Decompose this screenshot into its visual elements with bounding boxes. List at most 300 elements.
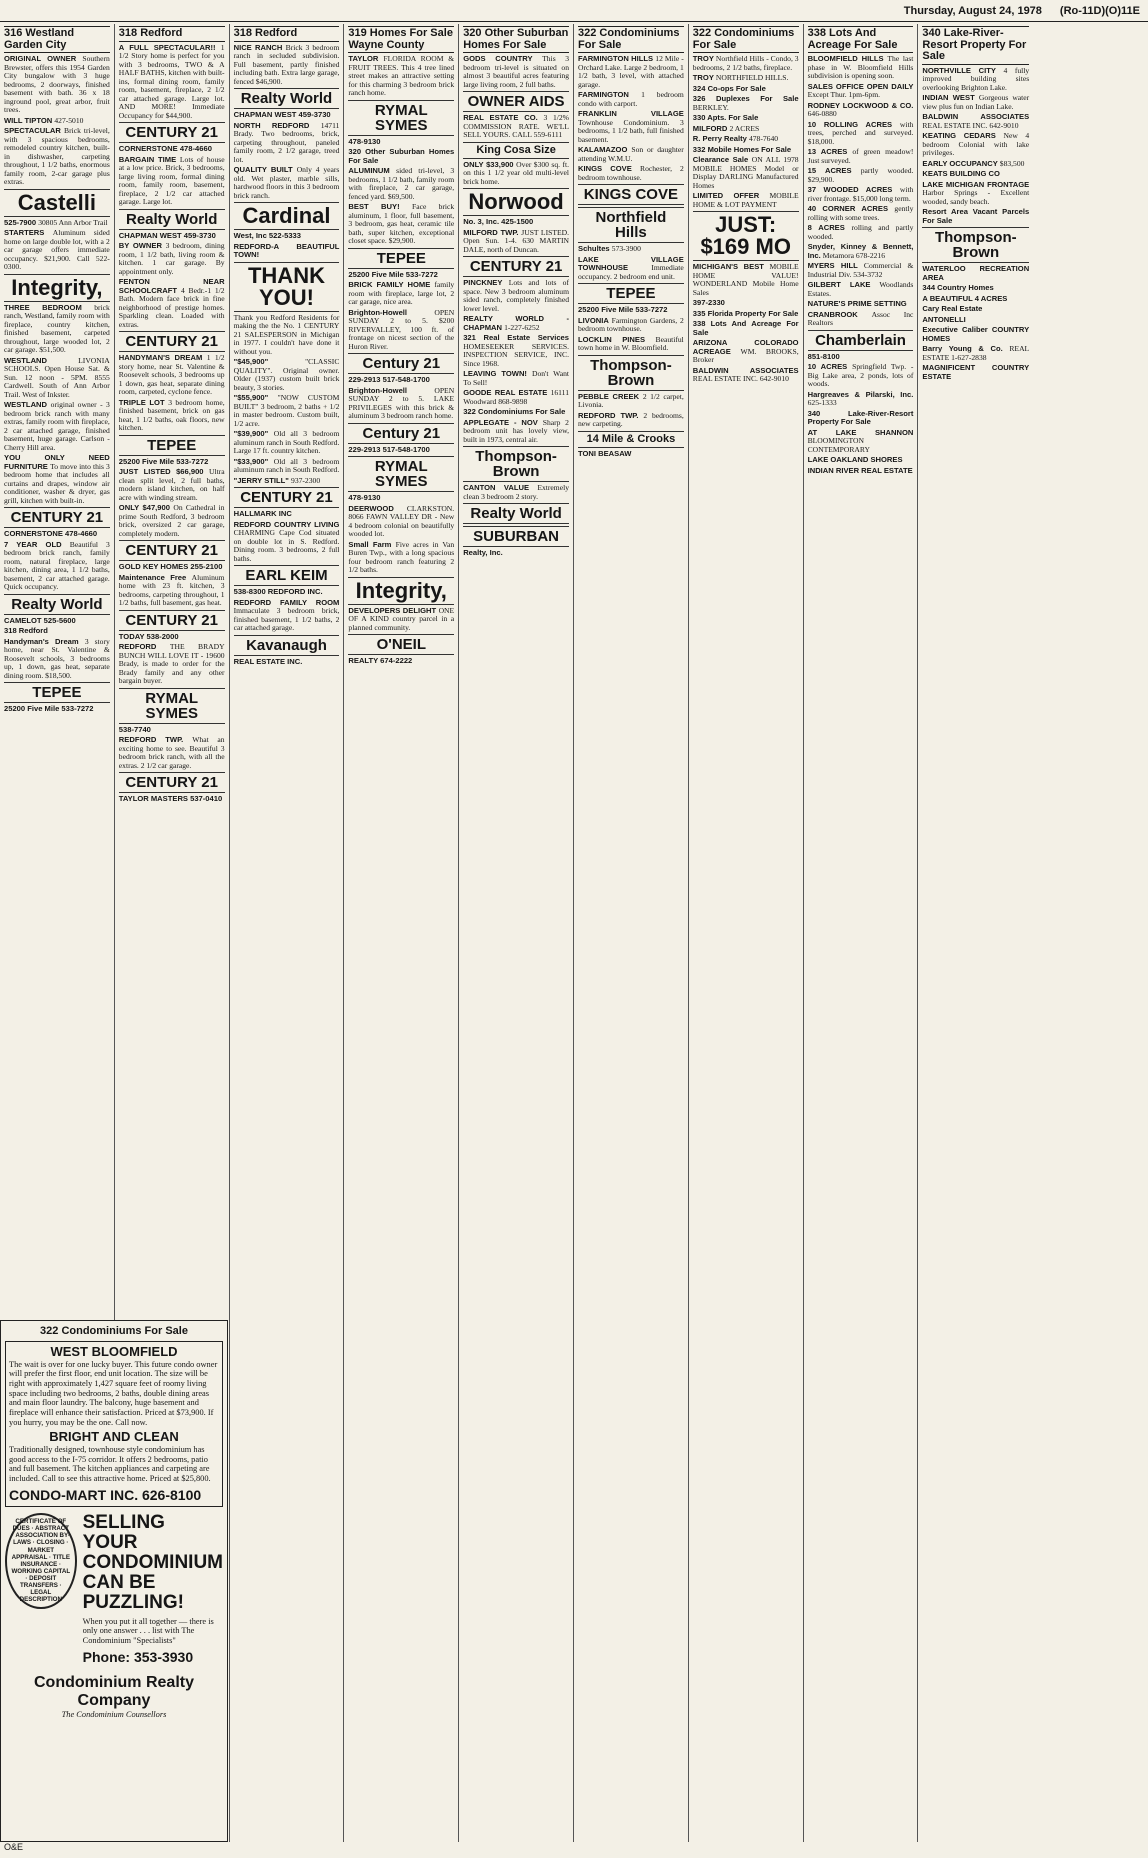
ad-body: 2 bedrooms, new carpeting.	[578, 410, 684, 429]
classified-ad	[119, 504, 225, 538]
realtor-logo: 14 Mile & Crooks	[578, 431, 684, 448]
ad-heading: CHAPMAN WEST 459-3730	[233, 110, 331, 120]
ad-heading: A BEAUTIFUL 4 ACRES	[922, 293, 1008, 303]
classified-ad	[808, 186, 914, 203]
classified-ad	[234, 588, 340, 597]
classified-ad	[578, 146, 684, 163]
ad-heading: TONI BEASAW	[578, 448, 632, 458]
ad-heading: WATERLOO RECREATION AREA	[922, 264, 1030, 282]
classified-ad	[119, 145, 225, 154]
classified-ad	[578, 256, 684, 282]
ad-body: of green meadow! Just surveyed.	[807, 147, 914, 165]
ad-heading: ONLY $33,900	[463, 159, 517, 169]
ad-body: BLOOMINGTON CONTEMPORARY	[807, 436, 871, 454]
ad-heading: A FULL SPECTACULAR!!	[118, 42, 221, 52]
classified-ad	[348, 148, 454, 165]
ad-heading: "$33,900"	[233, 456, 274, 466]
classified-ad	[578, 450, 684, 459]
ad-heading: ARIZONA COLORADO ACREAGE	[692, 338, 799, 356]
classified-ad	[119, 156, 225, 207]
column-header: 319 Homes For Sale Wayne County	[348, 26, 454, 53]
ad-heading: 37 WOODED ACRES	[807, 185, 900, 195]
ad-heading: "JERRY STILL"	[233, 475, 292, 485]
ad-heading: Brighton-Howell	[348, 307, 435, 317]
classified-ad	[348, 271, 454, 280]
classified-ad	[4, 117, 110, 126]
ad-heading: REDFORD COUNTRY LIVING	[233, 519, 340, 529]
section-code: (Ro-11D)(O)11E	[1059, 4, 1140, 17]
ad-heading: GOLD KEY HOMES 255-2100	[118, 562, 223, 572]
condo-body-1: The wait is over for one lucky buyer. This future condo owner will prefer the first floor, end unit location. The size will be right with approximately 1,427 square feet of roomy living space including two bedrooms, 2 baths, double dining areas and main floor laundry. The balcony, huge basement and fireplace will enhance their satisfaction. Priced at $73,900. If you hurry, you may be the one. Call now.	[9, 1359, 218, 1427]
ad-body: Immediate occupancy. 2 bedroom end unit.	[578, 263, 684, 281]
ad-body: OPEN SUNDAY 2 to 5. $200 RIVERVALLEY, 100 ft. of frontage on nicest section of the Huron River.	[348, 307, 455, 351]
ad-heading: TROY	[692, 54, 716, 64]
ad-heading: 478-9130	[348, 136, 381, 146]
ad-heading: APPLEGATE - NOV	[463, 417, 543, 427]
ad-heading: 25200 Five Mile 533-7272	[348, 269, 438, 279]
ad-heading: DEVELOPERS DELIGHT	[348, 605, 439, 615]
ad-body: Extremely clean 3 bedroom 2 story.	[463, 483, 569, 501]
ad-heading: GODS COUNTRY	[463, 54, 543, 64]
ad-body: Farmington Gardens, 2 bedroom townhouse.	[578, 315, 684, 334]
ad-heading: CANTON VALUE	[463, 483, 538, 493]
ad-heading: BARGAIN TIME	[118, 154, 180, 164]
classified-ad	[234, 521, 340, 564]
classified-ad	[4, 705, 110, 714]
ad-body: 478-7640	[748, 134, 779, 144]
realtor-logo: CENTURY 21	[234, 487, 340, 508]
classified-ad	[4, 401, 110, 452]
ad-heading: LAKE MICHIGAN FRONTAGE	[922, 179, 1030, 189]
ad-body: 14711 Brady. Two bedrooms, brick, carpeting throughout, paneled family room, 2 1/2 garage, treed lot.	[233, 120, 340, 164]
classified-ad	[234, 394, 340, 428]
classified-ad	[463, 408, 569, 417]
classified-ad	[234, 477, 340, 486]
puzzle-seal-icon	[5, 1513, 77, 1609]
classified-column	[574, 24, 689, 1842]
classified-ad	[348, 505, 454, 539]
page-footer: O&E	[4, 1842, 24, 1852]
ad-heading: LAKE VILLAGE TOWNHOUSE	[578, 254, 684, 273]
classified-ad	[463, 218, 569, 227]
ad-heading: DEERWOOD	[348, 503, 407, 513]
realtor-logo: Cardinal	[234, 202, 340, 230]
ad-heading: LOCKLIN PINES	[578, 334, 656, 344]
ad-heading: 340 Lake-River-Resort Property For Sale	[807, 408, 914, 427]
classified-ad	[578, 245, 684, 254]
classified-ad	[808, 410, 914, 427]
ad-body: HOMESEEKER SERVICES. INSPECTION SERVICE, INC. Since 1968.	[463, 341, 569, 368]
ad-body: Assoc Inc Realtors	[807, 309, 914, 328]
ad-body: The last phase in W. Bloomfield Hills subdivision is opening soon.	[807, 54, 914, 81]
ad-heading: GILBERT LAKE	[807, 280, 880, 290]
ad-heading: INDIAN WEST	[922, 93, 979, 103]
classified-ad	[693, 310, 799, 319]
ad-heading: No. 3, Inc. 425-1500	[463, 217, 534, 227]
ad-heading: R. Perry Realty	[692, 134, 749, 144]
classified-ad	[693, 339, 799, 365]
ad-heading: HANDYMAN'S DREAM	[118, 353, 207, 363]
classified-ad	[463, 114, 569, 140]
ad-body: Townhouse Condominium. 3 bedrooms, 1 1/2 bath, full finished basement.	[578, 117, 684, 144]
realtor-logo: Realty World	[463, 503, 569, 524]
ad-heading: TRIPLE LOT	[118, 397, 169, 407]
ad-body: Harbor Springs - Excellent wooded, sandy beach.	[922, 188, 1030, 206]
classified-ad	[119, 354, 225, 397]
classified-ad	[693, 85, 799, 94]
ad-body: Beautiful 3 bedroom brick ranch, family room, natural fireplace, large kitchen, dining area, 1 1/2 baths, basement, 2 car attached garage. Quick occupancy.	[4, 539, 110, 592]
ad-heading: BEST BUY!	[348, 202, 413, 212]
ad-body: 3 story home, near St. Valentine & Roosevelt schools, 3 bedrooms up, 1 down, gas heat, separate dining room. $18,500.	[4, 636, 110, 680]
ad-body: Ultra clean split level, 2 full baths, modern island kitchen, on half acre with winding stream.	[118, 467, 225, 502]
condo-counsellors: The Condominium Counsellors	[61, 1710, 167, 1720]
ad-heading: West, Inc 522-5333	[233, 231, 301, 241]
ad-heading: 7 YEAR OLD	[4, 539, 70, 549]
classified-ad	[4, 229, 110, 272]
ad-body: REAL ESTATE 1-627-2838	[922, 344, 1030, 362]
ad-heading: REDFORD TWP.	[578, 410, 644, 420]
ad-heading: FARMINGTON HILLS	[578, 54, 656, 64]
classified-ad	[578, 110, 684, 144]
realtor-logo: TEPEE	[348, 248, 454, 269]
ad-heading: FARMINGTON	[578, 90, 642, 100]
condo-headline-2: BRIGHT AND CLEAN	[49, 1429, 179, 1445]
ad-heading: CORNERSTONE 478-4660	[4, 529, 98, 539]
ad-body: with river frontage. $15,000 long term.	[807, 185, 914, 203]
ad-heading: MYERS HILL	[807, 261, 864, 271]
realtor-logo: OWNER AIDS	[463, 91, 569, 112]
ad-heading: 13 ACRES	[807, 147, 853, 157]
classified-ad	[348, 387, 454, 421]
classified-ad	[4, 454, 110, 505]
realtor-logo: CENTURY 21	[4, 507, 110, 528]
ad-heading: REDFORD TWP.	[118, 735, 193, 745]
ad-heading: PINCKNEY	[463, 278, 509, 288]
ad-heading: 229-2913 517-548-1700	[348, 444, 430, 454]
ad-body: To move into this 3 bedroom home that includes all curtains and drapes, window air conditioner, washer & dryer, gas grill, kitchen with built-in.	[4, 461, 110, 505]
realtor-logo: THANK YOU!	[234, 262, 340, 312]
ad-heading: 330 Apts. For Sale	[692, 113, 759, 123]
classified-ad	[348, 55, 454, 98]
ad-body: sided tri-level, 3 bedrooms, 1 1/2 bath, family room with fireplace, 2 car garage, fenced yard. $69,500.	[348, 166, 455, 201]
classified-ad	[922, 94, 1029, 111]
column-header: 340 Lake-River-Resort Property For Sale	[922, 26, 1029, 65]
ad-heading: BRICK FAMILY HOME	[348, 280, 435, 290]
realtor-logo: CENTURY 21	[119, 610, 225, 631]
classified-ad	[808, 262, 914, 279]
ad-body: Northfield Hills - Condo, 3 bedrooms, 2 1/2 baths, fireplace.	[692, 54, 799, 72]
realtor-logo: TEPEE	[119, 435, 225, 456]
classified-ad	[4, 304, 110, 355]
classified-ad	[234, 658, 340, 667]
ad-heading: REDFORD-A BEAUTIFUL TOWN!	[233, 241, 340, 260]
ad-heading: LIMITED OFFER	[692, 191, 770, 201]
classified-ad	[4, 55, 110, 115]
realtor-logo: Integrity,	[4, 274, 110, 302]
ad-body: family room with fireplace, large lot, 2 car garage, nice area.	[348, 280, 455, 307]
classified-ad	[463, 389, 569, 406]
realtor-logo: TEPEE	[4, 682, 110, 703]
classified-ad	[922, 305, 1029, 314]
ad-body: What an exciting home to see. Beautiful 3 bedroom brick ranch, with all the extras. 2 1/2 car garage.	[118, 735, 225, 770]
classified-ad	[234, 458, 340, 475]
column-header: 320 Other Suburban Homes For Sale	[463, 26, 569, 53]
ad-body: Old all 3 bedroom aluminum ranch in South Redford.	[233, 456, 340, 475]
ad-heading: CRANBROOK	[807, 309, 872, 319]
ad-heading: NORTHVILLE CITY	[922, 65, 1004, 75]
ad-heading: "$39,900"	[233, 429, 274, 439]
classified-ad	[463, 549, 569, 558]
classified-ad	[119, 643, 225, 686]
condo-mart-display-ad	[0, 1320, 228, 1842]
classified-ad	[119, 736, 225, 770]
classified-ad	[463, 229, 569, 255]
ad-body: THE BRADY BUNCH WILL LOVE IT - 19600 Brady, is made to order for the Brady family and any other bargain buyer.	[118, 642, 225, 686]
ad-body: REAL ESTATE INC. 642-9010	[692, 374, 789, 384]
classified-ad	[693, 55, 799, 72]
ad-heading: MAGNIFICENT COUNTRY ESTATE	[922, 363, 1030, 381]
ad-body: REAL ESTATE INC. 642-9010	[922, 120, 1019, 130]
ad-heading: Brighton-Howell	[348, 385, 435, 395]
classified-ad	[4, 357, 110, 400]
classified-ad	[463, 370, 569, 387]
realtor-logo: CENTURY 21	[119, 122, 225, 143]
realtor-logo: Realty World	[4, 594, 110, 615]
classified-ad	[4, 617, 110, 626]
ad-body: 3 bedroom, dining room, 1 1/2 bath, living room & kitchen. 1 car garage. By appointment only.	[118, 241, 225, 276]
realtor-logo: Realty World	[119, 209, 225, 230]
classified-ad	[922, 284, 1029, 293]
classified-ad	[234, 358, 340, 392]
classified-column	[344, 24, 459, 1842]
classified-ad	[808, 456, 914, 465]
column-header: 338 Lots And Acreage For Sale	[808, 26, 914, 53]
ad-heading: MICHIGAN'S BEST	[692, 262, 770, 272]
ad-heading: AT LAKE SHANNON	[807, 427, 914, 437]
ad-heading: GOODE REAL ESTATE	[463, 388, 551, 398]
ad-body: 625-1333	[807, 398, 837, 408]
ad-body: Five acres in Van Buren Twp., with a long spacious four bedroom ranch featuring 2 1/2 baths.	[348, 539, 455, 575]
classified-ad	[808, 429, 914, 455]
realtor-logo: JUST: $169 MO	[693, 211, 799, 261]
ad-body: Face brick aluminum, 1 floor, full basement, 3 bedroom, gas heat, ceramic tile bath, super kitchen, exceptional closet space. $29,900.	[348, 202, 455, 246]
ad-body: Immaculate 3 bedroom brick, finished basement, 1 1/2 baths, 2 car attached garage.	[233, 606, 340, 633]
realtor-logo: CENTURY 21	[463, 256, 569, 277]
classified-ad	[234, 44, 340, 87]
ad-body: Only 4 years old. Wet plaster, marble sills, hardwood floors in this 3 bedroom brick ranch.	[233, 165, 340, 200]
issue-date: Thursday, August 24, 1978	[903, 4, 1042, 17]
classified-ad	[348, 309, 454, 352]
classified-ad	[119, 458, 225, 467]
classified-ad	[578, 165, 684, 182]
classified-ad	[348, 281, 454, 307]
ad-heading: 324 Co-ops For Sale	[692, 83, 766, 93]
ad-heading: INDIAN RIVER REAL ESTATE	[807, 465, 913, 475]
classified-ad	[578, 306, 684, 315]
ad-body: Sharp 2 bedroom unit has lovely view, built in 1973, central air.	[463, 417, 569, 444]
classified-ad	[234, 510, 340, 519]
classified-column	[689, 24, 804, 1842]
ad-heading: "$45,900"	[233, 357, 306, 367]
classified-ad	[922, 316, 1029, 325]
ad-body: 1 1/2 Story home is perfect for you with 3 bedrooms, TWO & A HALF BATHS, kitchen with built-ins, formal dining room, family room, basement, fireplace, 2 1/2 car attached garage. Large lot. AND MORE! Immediate Occupancy for $44,900.	[118, 42, 225, 120]
condo-realty-company: Condominium Realty Company	[33, 1673, 194, 1709]
realtor-logo: Realty World	[234, 88, 340, 109]
realtor-logo: Norwood	[463, 188, 569, 216]
ad-body: 1 bedroom condo with carport.	[578, 90, 684, 108]
ad-heading: BY OWNER	[118, 241, 166, 251]
classified-ad	[463, 315, 569, 332]
classified-ad	[4, 541, 110, 592]
ad-heading: YOU ONLY NEED FURNITURE	[4, 453, 110, 471]
realtor-logo: King Cosa Size	[463, 142, 569, 159]
ad-body: WM. BROOKS, Broker	[692, 346, 799, 365]
classified-ad	[922, 132, 1029, 158]
ad-heading: NICE RANCH	[233, 42, 286, 52]
classified-ad	[119, 399, 225, 433]
ad-heading: KEATS BUILDING CO	[922, 169, 1000, 179]
classified-ad	[693, 146, 799, 155]
ad-heading: REDFORD FAMILY ROOM	[233, 597, 340, 607]
classified-ad	[808, 148, 914, 165]
classified-ad	[463, 279, 569, 313]
ad-body: Over $300 sq. ft. on this 1 1/2 year old multi-level brick home.	[463, 159, 569, 186]
realtor-logo: Century 21	[348, 423, 454, 444]
classified-ad	[922, 326, 1029, 343]
classified-ad	[4, 638, 110, 681]
ad-heading: LEAVING TOWN!	[463, 369, 532, 379]
classified-ad	[119, 795, 225, 804]
classified-ad	[808, 102, 914, 119]
ad-body: On Cathedral in prime South Redford, 3 bedroom brick, oversized 2 car garage, completely modern.	[118, 503, 225, 538]
ad-heading: MILFORD TWP.	[463, 227, 522, 237]
classified-ad	[234, 122, 340, 165]
ad-heading: SPECTACULAR	[4, 126, 65, 136]
ad-heading: 851-8100	[807, 351, 840, 361]
classified-ad	[693, 135, 799, 144]
ad-heading: Small Farm	[348, 539, 396, 549]
ad-body: "CLASSIC QUALITY". Original owner. Older (1937) custom built brick beauty, 3 stories.	[233, 357, 340, 392]
realtor-logo: Thompson-Brown	[463, 446, 569, 482]
ad-heading: KEATING CEDARS	[922, 131, 1004, 141]
classified-ad	[463, 161, 569, 187]
ad-body: NORTHFIELD HILLS.	[715, 73, 789, 83]
ad-heading: FENTON NEAR SCHOOLCRAFT	[118, 277, 225, 295]
ad-body: 427-5010	[54, 115, 84, 125]
ad-body: Lots of house at a low price. Brick, 3 bedrooms, large living room, formal dining room, family room, basement, fireplace, 2 1/2 car attached garage. Large lot.	[118, 154, 225, 207]
ad-heading: SALES OFFICE OPEN DAILY	[807, 81, 914, 91]
ad-body: Brick tri-level, with 3 spacious bedrooms, remodeled country kitchen, built-in dishwasher, carpeting throughout, 1 1/2 baths, enormous family room, 2-car garage plus extras.	[4, 126, 110, 187]
condo-body-2: Traditionally designed, townhouse style condominium has good access to the I-75 corridor. It offers 2 bedrooms, patio and full basement. The kitchen appliances and carpeting are included. Call to see this attractive home. Priced at $25,800.	[9, 1445, 211, 1484]
classified-ad	[808, 311, 914, 328]
ad-heading: ALUMINUM	[348, 166, 397, 176]
classified-ad	[4, 627, 110, 636]
classified-ad	[4, 127, 110, 187]
ad-body: MOBILE HOME VALUE! WONDERLAND Mobile Home Sales	[692, 262, 799, 297]
classified-ad	[693, 320, 799, 337]
realtor-logo: Northfield Hills	[578, 207, 684, 243]
classified-ad	[808, 55, 914, 81]
ad-heading: Maintenance Free	[118, 572, 192, 582]
column-header: 316 Westland Garden City	[4, 26, 110, 53]
classified-ad	[922, 67, 1029, 93]
ad-heading: THREE BEDROOM	[4, 302, 95, 312]
ad-body: 646-0880	[807, 109, 837, 119]
classified-ad	[578, 91, 684, 108]
classified-ad	[348, 494, 454, 503]
realtor-logo: RYMAL SYMES	[119, 688, 225, 724]
classified-ad	[463, 419, 569, 445]
classified-ad	[348, 657, 454, 666]
classified-ad	[234, 111, 340, 120]
ad-heading: CHAPMAN WEST 459-3730	[118, 230, 216, 240]
classified-ad	[348, 167, 454, 201]
ad-heading: 322 Condominiums For Sale	[463, 407, 566, 417]
ad-heading: 320 Other Suburban Homes For Sale	[348, 147, 455, 165]
ad-body: gently rolling with some trees.	[807, 204, 914, 222]
ad-body: CLARKSTON. 8066 FAWN VALLEY DR - New 4 bedroom colonial on beautifully wooded lot.	[348, 503, 455, 539]
ad-body: $83,500	[999, 158, 1025, 168]
classified-ad	[922, 295, 1029, 304]
ad-body: Gorgeous water view plus fun on Indian Lake.	[922, 93, 1030, 111]
classified-ad	[234, 314, 340, 357]
ad-heading: ANTONELLI	[922, 314, 966, 324]
ad-body: Old all 3 bedroom aluminum ranch in South Redford. Large 17 ft. country kitchen.	[233, 429, 340, 456]
ad-heading: 538-7740	[118, 724, 151, 734]
ad-body: Lots and lots of space. New 3 bedroom aluminum sided ranch, completely finished lower level.	[463, 278, 569, 313]
classified-ad	[4, 530, 110, 539]
ad-body: Beautiful town home in W. Bloomfield.	[578, 334, 684, 353]
ad-body: CHARMING Cape Cod situated on double lot in S. Redford. Dining room. 3 bedrooms, 2 full baths.	[233, 528, 340, 563]
realtor-logo: RYMAL SYMES	[348, 100, 454, 136]
ad-heading: TAYLOR	[348, 54, 384, 64]
ad-body: ONE OF A KIND country parcel in a planned community.	[348, 605, 455, 632]
classified-ad	[808, 467, 914, 476]
ad-heading: 326 Duplexes For Sale	[692, 94, 799, 104]
classified-ad	[348, 376, 454, 385]
classified-ad	[119, 574, 225, 608]
ad-body: Springfield Twp. - Big Lake area, 2 ponds, lots of woods.	[807, 362, 914, 389]
ad-heading: NORTH REDFORD	[233, 120, 321, 130]
classified-ad	[578, 412, 684, 429]
realtor-logo: SUBURBAN	[463, 526, 569, 547]
ad-heading: LAKE OAKLAND SHORES	[807, 455, 903, 465]
condo-phone: Phone: 353-3930	[82, 1649, 194, 1666]
ad-heading: WESTLAND	[4, 355, 79, 365]
ad-body: LIVONIA SCHOOLS. Open House Sat. & Sun. 12 noon - 5PM. 8555 Cardwell. South of Ann Arbor Trail. West of Inkster.	[4, 355, 110, 399]
ad-body: Aluminum home with 23 ft. kitchen, 3 bedrooms, carpeting throughout, 1 1/2 baths, full basement, gas heat.	[118, 572, 225, 608]
realtor-logo: KINGS COVE	[578, 184, 684, 205]
ad-heading: NATURE'S PRIME SETTING	[807, 299, 907, 309]
ad-body: ON ALL 1978 MOBILE HOMES Model or Display DARLING Manufactured Homes	[692, 155, 799, 190]
ad-heading: WESTLAND	[4, 400, 51, 410]
seal-words: CERTIFICATE OF DUES · ABSTRACT · ASSOCIATION BY-LAWS · CLOSING · MARKET APPRAISAL · TITLE INSURANCE · WORKING CAPITAL · DEPOSIT TRANSFERS · LEGAL DESCRIPTION	[11, 1518, 71, 1604]
ad-heading: 332 Mobile Homes For Sale	[692, 144, 792, 154]
realtor-logo: Kavanaugh	[234, 635, 340, 656]
classified-ad	[463, 334, 569, 368]
classified-column	[459, 24, 574, 1842]
ad-heading: BALDWIN ASSOCIATES	[922, 112, 1030, 122]
ad-body: Don't Want To Sell!	[463, 369, 570, 387]
classified-ad	[348, 446, 454, 455]
ad-heading: Realty, Inc.	[463, 548, 503, 558]
ad-body: 30805 Ann Arbor Trail	[38, 217, 108, 227]
classified-ad	[808, 353, 914, 362]
classified-ad	[119, 563, 225, 572]
classified-ad	[463, 484, 569, 501]
classified-ad	[922, 345, 1029, 362]
ad-body: Woodlands Estates.	[807, 280, 914, 298]
